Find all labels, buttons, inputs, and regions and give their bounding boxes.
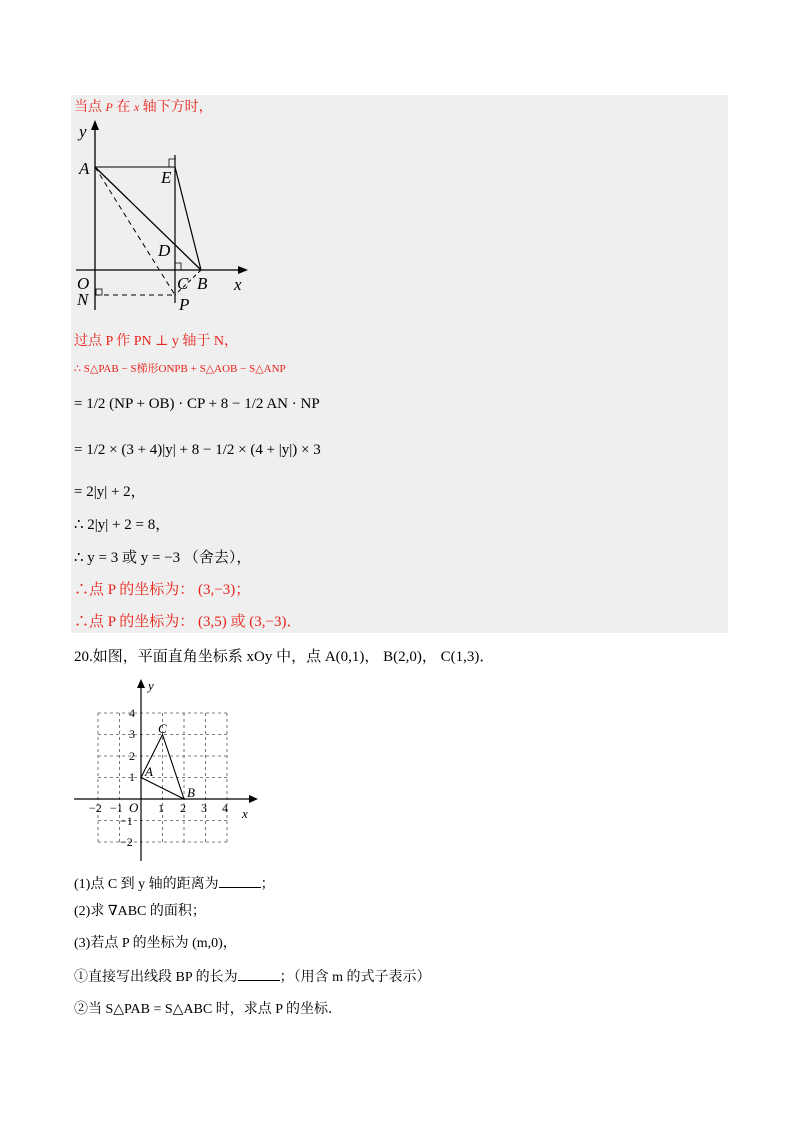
part1-answer-blank[interactable] — [219, 875, 261, 888]
fig2-ytick: −2 — [120, 835, 133, 849]
part2: (2)求 ∇ABC 的面积； — [74, 904, 206, 919]
step-solve: ∴ y = 3 或 y = −3 （舍去）， — [74, 550, 252, 566]
part3-sub2: ②当 S△PAB = S△ABC 时，求点 P 的坐标． — [74, 1002, 343, 1017]
problem-figure — [66, 676, 266, 866]
fig2-axis-y: y — [148, 678, 154, 693]
step-area-formula: ∴ S△PAB − S梯形ONPB + S△AOB − S△ANP — [74, 363, 286, 375]
problem-statement: 20.如图，平面直角坐标系 xOy 中，点 A(0,1)， B(2,0)， C(1,3)． — [74, 649, 495, 665]
fig2-xtick: 1 — [158, 801, 164, 815]
fig1-label-x: x — [234, 275, 242, 294]
fig1-label-C: C — [177, 274, 189, 293]
part3-sub1-answer-blank[interactable] — [238, 968, 280, 981]
step-expand-1: = 1/2 (NP + OB) · CP + 8 − 1/2 AN · NP — [74, 396, 320, 412]
fig2-xtick: 3 — [201, 801, 207, 815]
fig1-label-D: D — [158, 241, 171, 260]
step-draw-perpendicular: 过点 P 作 PN ⊥ y 轴于 N， — [74, 334, 238, 349]
fig2-xtick: 2 — [180, 801, 186, 815]
part3: (3)若点 P 的坐标为 (m,0)， — [74, 936, 237, 951]
part1-text: (1)点 C 到 y 轴的距离为 — [74, 877, 219, 892]
fig2-ytick: 3 — [129, 727, 135, 741]
fig2-point-B: B — [187, 785, 195, 800]
fig2-ytick: 1 — [129, 770, 135, 784]
step-equation: ∴ 2|y| + 2 = 8， — [74, 517, 171, 533]
step-result: ∴点 P 的坐标为： (3,−3)； — [74, 582, 251, 598]
part3-sub1-suffix: ；（用含 m 的式子表示） — [279, 970, 431, 985]
fig1-label-A: A — [79, 159, 90, 178]
fig2-xtick: −2 — [89, 801, 102, 815]
fig2-ytick: 2 — [129, 749, 135, 763]
fig2-origin: O — [129, 800, 139, 815]
step-simplify: = 2|y| + 2， — [74, 484, 146, 500]
fig2-axis-x: x — [242, 806, 248, 821]
step-expand-2: = 1/2 × (3 + 4)|y| + 8 − 1/2 × (4 + |y|) × 3 — [74, 442, 321, 458]
fig2-xtick: 4 — [222, 801, 228, 815]
part1 — [74, 873, 275, 893]
fig2-point-A: A — [145, 764, 153, 779]
fig2-ytick: 4 — [129, 706, 135, 720]
fig1-label-P: P — [179, 295, 190, 314]
solution-figure — [71, 115, 261, 315]
fig1-label-y: y — [79, 122, 87, 141]
fig1-label-E: E — [161, 168, 172, 187]
part3-sub1-text: ①直接写出线段 BP 的长为 — [74, 970, 238, 985]
fig2-point-C: C — [158, 721, 167, 736]
case-heading: 当点 P 在 x 轴下方时， — [74, 100, 213, 115]
fig1-label-B: B — [197, 274, 208, 293]
final-answer: ∴点 P 的坐标为： (3,5) 或 (3,−3)． — [74, 614, 302, 630]
fig1-label-O: O — [77, 274, 90, 293]
fig2-xtick: −1 — [110, 801, 123, 815]
fig1-label-N: N — [77, 290, 89, 309]
part1-suffix: ； — [260, 877, 275, 892]
part3-sub1 — [74, 966, 431, 986]
fig2-ytick: −1 — [120, 814, 133, 828]
